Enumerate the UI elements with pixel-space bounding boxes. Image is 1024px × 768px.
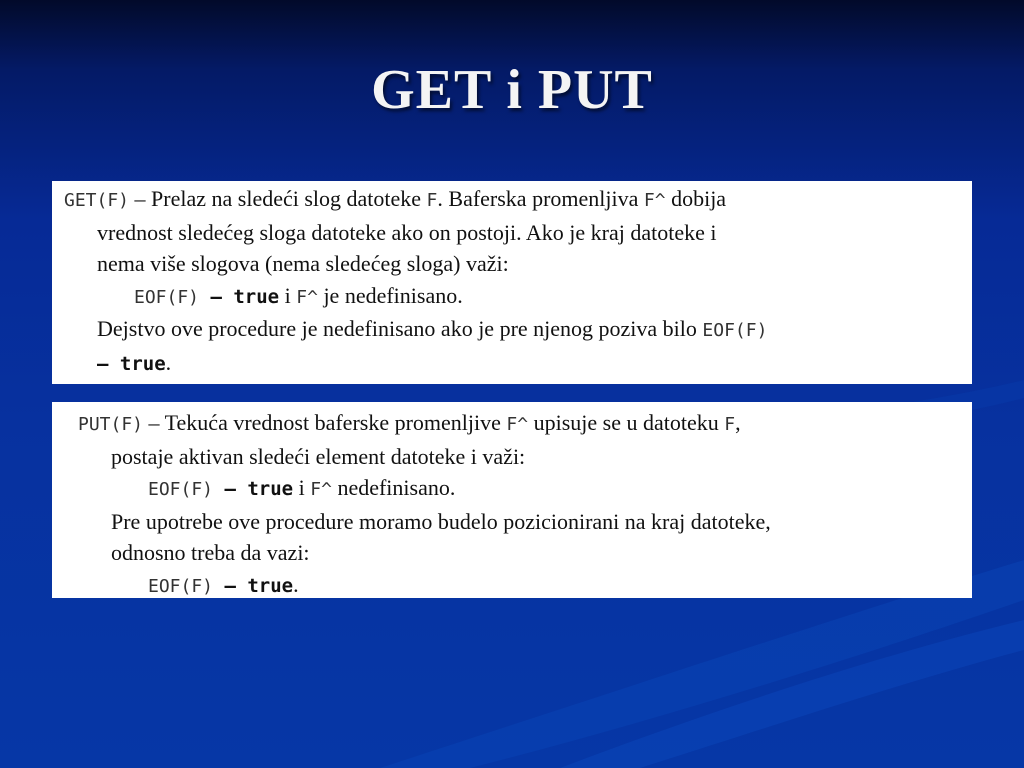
put-code: PUT(F) [78,414,144,435]
get-line-4: EOF(F) – true i F^ je nedefinisano. [134,282,463,308]
get-code: GET(F) [64,190,130,211]
put-line-3: EOF(F) – true i F^ nedefinisano. [148,475,456,500]
slide-title: GET i PUT [371,59,653,121]
get-line-1: GET(F) – Prelaz na sledeći slog datoteke F. Baferska promenljiva F^ dobija [64,186,727,211]
get-line-6: – true. [97,349,172,375]
get-line-2: vrednost sledećeg sloga datoteke ako on postoji. Ako je kraj datoteke i [97,219,717,245]
put-line-5: odnosno treba da vazi: [111,540,310,565]
put-line-6: EOF(F) – true. [148,571,299,597]
put-line-1: PUT(F) – Tekuća vrednost baferske promenljive F^ upisuje se u datoteku F, [78,410,741,435]
get-line-3: nema više slogova (nema sledećeg sloga) važi: [97,251,509,276]
put-description-box [52,402,972,598]
put-line-4: Pre upotrebe ove procedure moramo budelo pozicionirani na kraj datoteke, [111,508,771,534]
put-line-2: postaje aktivan sledeći element datoteke i važi: [111,443,526,469]
get-line-5: Dejstvo ove procedure je nedefinisano ako je pre njenog poziva bilo EOF(F) [97,316,768,341]
get-description-box [52,181,972,384]
